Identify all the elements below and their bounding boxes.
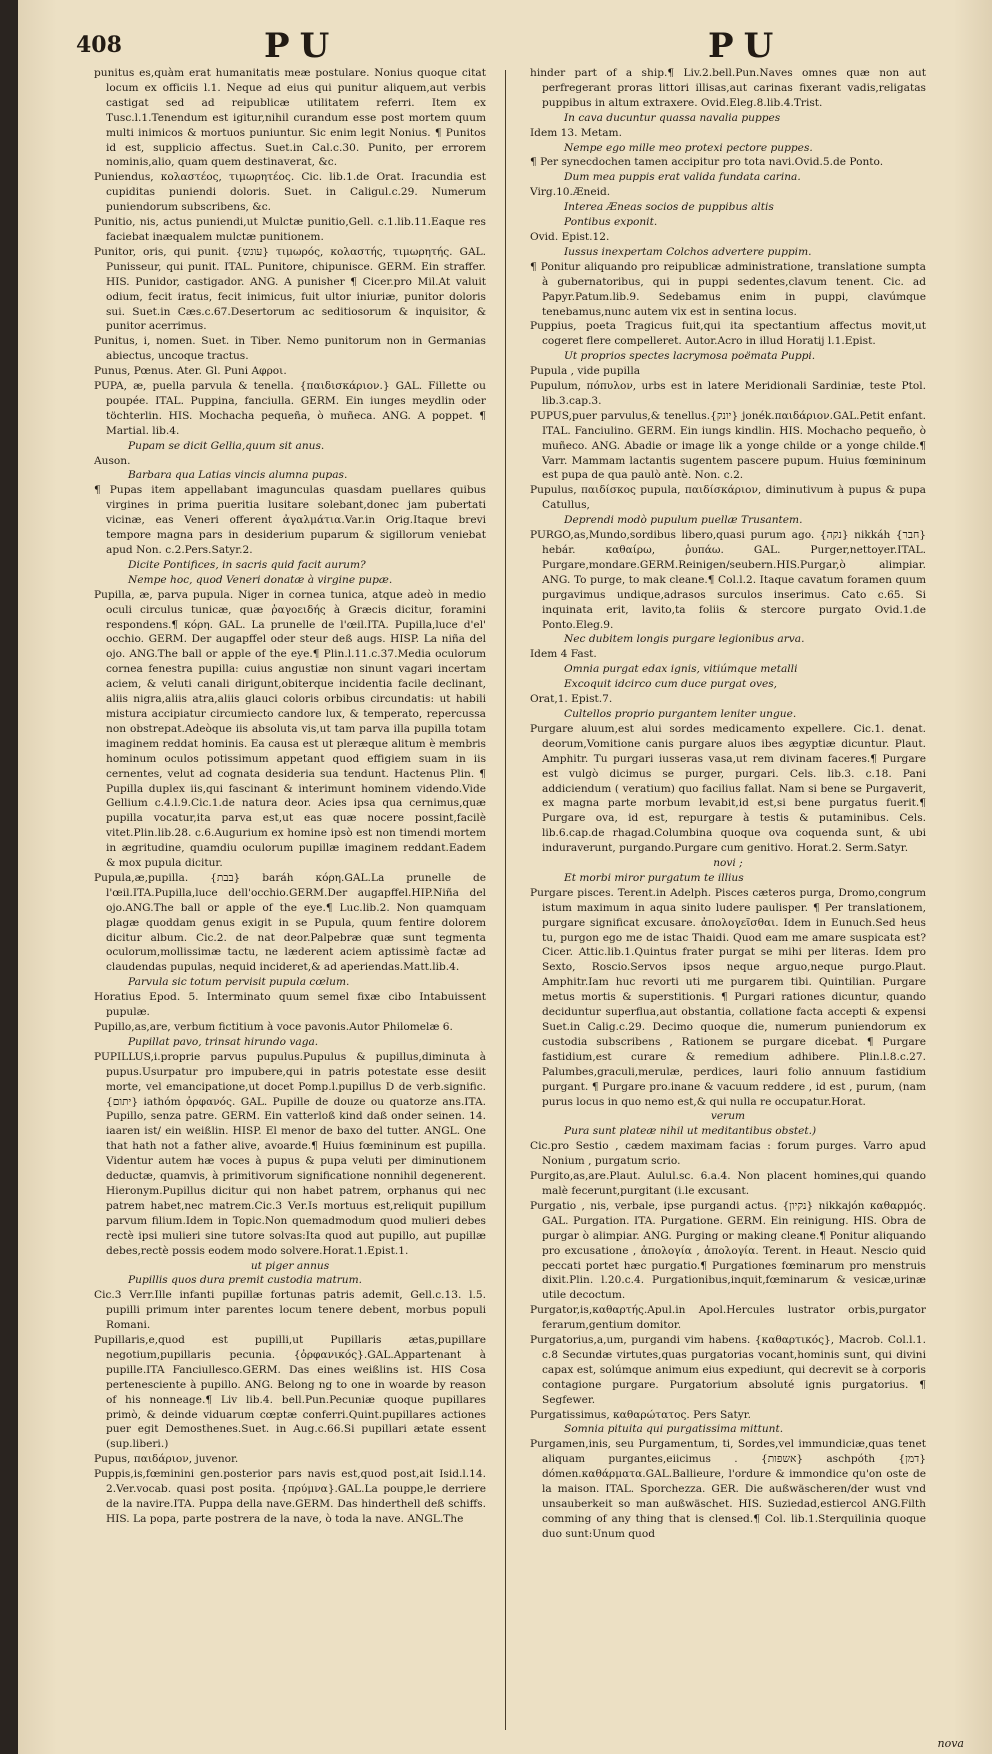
verse-fragment: verum [710, 1110, 746, 1123]
dictionary-entry: Purgito,as,are.Plaut. Aulul.sc. 6.a.4. Non placent homines,qui quando malè fecerunt,purgitant (i.le excusant. [530, 1170, 926, 1197]
verse-quotation: Cultellos proprio purgantem leniter ungue. [564, 707, 797, 720]
dictionary-entry: Cic.pro Sestio , cædem maximam facias : forum purges. Varro apud Nonium , purgatum scrio. [530, 1140, 926, 1168]
verse-quotation: Ut proprios spectes lacrymosa poëmata Puppi. [564, 350, 816, 363]
page-header [18, 18, 992, 64]
catchword: nova [937, 1737, 964, 1750]
dictionary-entry: Punitor, oris, qui punit. {עונש} τιμωρός, κολαστής, τιμωρητής. GAL. Punisseur, qui punit. ITAL. Punitore, chipunisce. GERM. Ein straffer. HIS. Punidor, castigador. ANG. A punisher ¶ Cicer.pro Mil.At valuit odium, fecit iratus, fecit inimicus, fuit ultor iniuriæ, punitor doloris sui. Suet.in Cæs.c.67.Desertorum ac seditiosorum & inquisitor, & punitor acerrimus. [94, 245, 486, 333]
dictionary-entry: Pupulus, παιδίσκος pupula, παιδίσκάριον, diminutivum à pupus & pupa Catullus, [530, 484, 926, 512]
dictionary-entry: Idem 4 Fast. [530, 648, 597, 661]
verse-quotation: Barbara qua Latias vincis alumna pupas. [128, 469, 348, 482]
verse-quotation: Nempe hoc, quod Veneri donatæ à virgine pupæ. [128, 573, 393, 586]
dictionary-entry: Purgatio , nis, verbale, ipse purgandi actus. {נקיון} nikkajón καθαρμός. GAL. Purgation. ITA. Purgatione. GERM. Ein reinigung. HIS. Obra de purgar ò alimpiar. ANG. Purging or making cleane.¶ Ponitur aliquando pro excusatione , ἀπολογία , ἀπολογία. Terent. in Heaut. Nescio quid peccati portet hæc purgatio.¶ Purgationes fœminarum pro menstruis dixit.Plin. l.20.c.4. Purgationibus,inquit,fœminarum & vesicæ,urinæ utile decoctum. [530, 1199, 926, 1302]
dictionary-entry: Pupulum, πόπυλον, urbs est in latere Meridionali Sardiniæ, teste Ptol. lib.3.cap.3. [530, 380, 926, 407]
dictionary-entry: Ovid. Epist.12. [530, 230, 610, 243]
dictionary-entry: PUPILLUS,i.proprie parvus pupulus.Pupulus & pupillus,diminuta à pupus.Usurpatur pro impubere,qui in patris potestate esse desiit morte, vel emancipatione,ut docet Pomp.l.pupillus D de verb.signific. {יתום} iathóm ὀρφανός. GAL. Pupille de douze ou quatorze ans.ITA. Pupillo, senza patre. GERM. Ein vatterloß kind daß onder seinen. 14. iaaren ist/ ein weißlin. HISP. El menor de baxo del tutter. ANGL. One that hath not a father alive, avoarde.¶ Huius fœmininum est pupilla. Videntur autem hæ voces à pupus & pupa veluti per diminutionem deductæ, quamvis, à primitivorum significatione nonnihil degenerent. Hieronym.Pupillus dicitur qui non habet patrem, orphanus qui nec patrem habet,nec matrem.Cic.3 Ver.Is mortuus est,reliquit pupillum parvum filium.Idem in Topic.Non quemadmodum quod mulieri debes rectè ipsi mulieri sine tutore solvas:Ita quod aut pupillo, aut pupillæ debes,rectè possis eodem modo solvere.Horat.1.Epist.1. [94, 1050, 486, 1257]
dictionary-entry: Purgare aluum,est alui sordes medicamento expellere. Cic.1. denat. deorum,Vomitione canis purgare aluos ibes ægyptiæ dicuntur. Plaut. Amphitr. Tu purgari iusseras vasa,ut rem divinam faceres.¶ Purgare est vulgò dicimus se purger, purgari. Cels. lib.3. c.18. Pani addiciendum ( veratium) quo facilius fallat. Nam si bene se Purgaverit, ex magna parte morbum levabit,id est,si bene purgatus fuerit.¶ Purgare ova, id est, repurgare à testis & putaminibus. Cels. lib.6.cap.de rhagad.Columbina quoque ova coquenda sunt, & ubi induraverunt, purgando.Purgare cum genitivo. Horat.2. Serm.Satyr. [530, 722, 926, 855]
dictionary-entry: Virg.10.Æneid. [530, 186, 611, 199]
dictionary-entry: Purgatorius,a,um, purgandi vim habens. {καθαρτικός}, Macrob. Col.l.1. c.8 Secundæ virtutes,quas purgatorias vocant,hominis sunt, qui divini capax est, solúmque animum eius expediunt, qui decrevit se à corporis contagione purgare. Purgatorium absoluté ignis purgatorius. ¶ Segfewer. [530, 1334, 926, 1406]
dictionary-entry: Pupilla, æ, parva pupula. Niger in cornea tunica, atque adeò in medio oculi circulus tunicæ, quæ ῥαγοειδής à Græcis dicitur, foramini respondens.¶ κόρη. GAL. La prunelle de l'œil.ITA. Pupilla,luce d'el' occhio. GERM. Der augapffel oder steur deß augs. HISP. La niña del ojo. ANG.The ball or apple of the eye.¶ Plin.l.11.c.37.Media oculorum cornea fenestra pupilla: cuius angustiæ non sinunt vagari incertam aciem, & veluti canali dirigunt,obiterque incidentia facile declinant, aliis nigra,aliis atra,aliis glauci coloris orbibus circundatis: ut habili mistura accipiatur circumiecto candore lux, & temperato, repercussa non obstrepat.Adeòque iis absoluta vis,ut tam parva illa pupilla totam imaginem reddat hominis. Ea causa est ut pleræque alitum è membris hominum oculos potissimum appetant quod effigiem suam in iis cernentes, velut ad cognata desideria sua tendunt. Hactenus Plin. ¶ Pupilla duplex iis,qui fascinant & interimunt hominem videndo.Vide Gellium c.4.l.9.Cic.1.de natura deor. Acies ipsa qua cernimus,quæ pupilla vocatur,ita parva est,ut eas quæ nocere possint,facilè vitet.Plin.lib.28. c.6.Augurium ex homine ipsò est non timendi mortem in ægritudine, quamdiu oculorum pupillæ imaginem reddant.Eadem & mox pupula dicitur. [94, 588, 486, 870]
verse-quotation: Excoquit idcirco cum duce purgat oves, [564, 678, 778, 691]
dictionary-entry: PUPUS,puer parvulus,& tenellus.{יונק} jonék.παιδάριον.GAL.Petit enfant. ITAL. Fanciulino. GERM. Ein iungs kindlin. HIS. Mochacho pequeño, ò muñeco. ANG. Abadie or image lik a yonge childe or a yonge childe.¶ Varr. Mammam lactantis sugentem pascere pupum. Huius fœmininum est pupa de qua paulò antè. Non. c.2. [530, 409, 926, 482]
dictionary-page [18, 0, 992, 1754]
dictionary-entry: Purgamen,inis, seu Purgamentum, ti, Sordes,vel immundiciæ,quas tenet aliquam purgantes,eiicimus . {אשפות} aschpóth {דמן} dómen.καθάρματα.GAL.Balliеure, l'ordure & immondice qu'on oste de la maison. ITAL. Sporchezza. GER. Die außwäscheren/der wust vnd unsauberkeit so man außwäschet. HIS. Suziedad,estiercol ANG.Filth comming of any thing that is clensed.¶ Col. lib.1.Sterquilinia quoque duo sunt:Unum quod [530, 1438, 926, 1540]
dictionary-entry: ¶ Ponitur aliquando pro reipublicæ administratione, translatione sumpta à gubernatoribus, qui in puppi sedentes,clavum tenent. Cic. ad Papyr.Patum.lib.9. Sedebamus enim in puppi, clavúmque tenebamus,nunc autem vix est in sentina locus. [530, 260, 926, 318]
verse-quotation: Nempe ego mille meo protexi pectore puppes. [564, 141, 813, 154]
dictionary-entry: Purgatissimus, καθαρώτατος. Pers Satyr. [530, 1408, 752, 1421]
dictionary-entry: ¶ Pupas item appellabant imagunculas quasdam puellares quibus virgines in prima pueritia lusitare solebant,donec jam pubertati vicinæ, eas Veneri offerent ἀγαλμάτια.Var.in Orig.Itaque brevi tempore magna pars in desiderium puparum & sigillorum veniebat apud Non. c.2.Pers.Satyr.2. [94, 484, 486, 556]
dictionary-entry: Pupula,æ,pupilla. {בבת} baráh κόρη.GAL.La prunelle de l'œil.ITA.Pupilla,luce dell'occhio.GERM.Der augapffel.HIP.Niña del ojo.ANG.The ball or apple of the eye.¶ Luc.lib.2. Non quamquam plagæ quoddam genus exigit in se Pupula, quum fentire dolorem dicitur album. Cic.2. de nat deor.Palpebræ quæ sunt tegmenta oculorum,mollissimæ tactu, ne læderent aciem aptissimè factæ ad claudendas pupulas, nequid incideret,& ad aperiendas.Matt.lib.4. [94, 871, 486, 974]
verse-quotation: Interea Æneas socios de puppibus altis [564, 201, 774, 214]
dictionary-entry: Purgare pisces. Terent.in Adelph. Pisces cæteros purga, Dromo,congrum istum maximum in aqua sinito ludere paulisper. ¶ Per translationem, purgare significat excusare. ἀπολογεῖσθαι. Idem in Eunuch.Sed heus tu, purgon ego me de istac Thaidi. Quod eam me amare suspicata est?Cicer. Attic.lib.1.Quintus frater purgat se mihi per literas. Idem pro Sexto, Roscio.Servos ipsos neque arguo,neque purgo.Plaut. Amphitr.Iam huc revorti uti me purgarem tibi. Quintilian. Purgare metus mortis & superstitionis. ¶ Purgari rationes dicuntur, quando deciduntur superflua,aut obstantia, collatione facta accepti & expensi Suet.in Calig.c.29. Decimo quoque die, numerum puniendorum ex custodia subscribens , Rationem se purgare dicebat. ¶ Purgare fastidium,est curare & remedium adhibere. Plin.l.8.c.27. Palumbes,graculi,merulæ, perdices, lauri folio annuum fastidium purgant. ¶ Purgare pro.inane & vacuum reddere , id est , purum, (nam purus locus in quo nemo est,& qui nulla re occupatur.Horat. [530, 886, 926, 1108]
dictionary-entry: Punitus, i, nomen. Suet. in Tiber. Nemo punitorum non in Germanias abiectus, uncoque tractus. [94, 335, 486, 363]
dictionary-entry: Puppis,is,fœminini gen.posterior pars navis est,quod post,ait Isid.l.14. 2.Ver.vocab. quasi post posita. {πρύμνα}.GAL.La pouppe,le derriere de la navire.ITA. Puppa della nave.GERM. Das hinderthell deß schiffs. HIS. La popa, parte postrera de la nave, ò toda la nave. ANGL.The [94, 1468, 486, 1525]
verse-quotation: Iussus inexpertam Colchos advertere puppim. [564, 245, 812, 258]
verse-quotation: Pura sunt plateæ nihil ut meditantibus obstet.) [564, 1125, 817, 1138]
verse-quotation: Pontibus exponit. [564, 216, 658, 229]
verse-quotation: Nec dubitem longis purgare legionibus arva. [564, 633, 805, 646]
verse-quotation: Et morbi miror purgatum te illius [564, 871, 744, 884]
dictionary-entry: Punus, Pœnus. Ater. Gl. Puni Αφροι. [94, 365, 287, 378]
dictionary-entry: hinder part of a ship.¶ Liv.2.bell.Pun.Naves omnes quæ non aut perfregerant proras littori illisas,aut carinas fixerant vadis,religatas puppibus in altum extraxere. Ovid.Eleg.8.lib.4.Trist. [530, 67, 926, 109]
running-head-right: PU [708, 26, 784, 66]
dictionary-entry: ¶ Per synecdochen tamen accipitur pro tota navi.Ovid.5.de Ponto. [530, 156, 884, 169]
verse-quotation: Pupam se dicit Gellia,quum sit anus. [128, 439, 325, 452]
verse-quotation: In cava ducuntur quassa navalia puppes [564, 111, 781, 124]
dictionary-entry: PUPA, æ, puella parvula & tenella. {παιδισκάριον.} GAL. Fillette ou poupée. ITAL. Puppina, fanciulla. GERM. Ein iunges meydlin oder töchterlin. HIS. Mochacha pequeña, ò muñeca. ANG. A poppet. ¶ Martial. lib.4. [94, 380, 486, 437]
page-number: 408 [76, 32, 122, 58]
right-column [530, 66, 926, 1746]
dictionary-entry: Idem 13. Metam. [530, 126, 622, 139]
dictionary-entry: PURGO,as,Mundo,sordibus libero,quasi purum ago. {נקה} nikkáh {חבר} hebár. καθαίρω, ῥυπάω. GAL. Purger,nettoyer.ITAL. Purgare,mondare.GERM.Reinigen/seubern.HIS.Purgar,ò alimpiar. ANG. To purge, to mak cleane.¶ Col.l.2. Itaque cavatum foramen quum purgavimus undique,adrasos surculos inserimus. Cato c.65. Si inquinata erit, lavito,ta foliis & stercore purgato Ovid.1.de Ponto.Eleg.9. [530, 529, 926, 631]
verse-fragment: novi ; [713, 857, 743, 870]
dictionary-entry: Orat,1. Epist.7. [530, 693, 613, 706]
left-column [94, 66, 486, 1746]
dictionary-entry: Auson. [94, 454, 131, 467]
dictionary-entry: Punitio, nis, actus puniendi,ut Mulctæ punitio,Gell. c.1.lib.11.Eaque res faciebat inæqualem mulctæ punitionem. [94, 216, 486, 243]
running-head-left: PU [264, 26, 340, 66]
dictionary-entry: Cic.3 Verr.Ille infanti pupillæ fortunas patris ademit, Gell.c.13. l.5. pupilli primum inter parentes locum tenere debent, morbus populi Romani. [94, 1289, 486, 1332]
dictionary-entry: Pupillaris,e,quod est pupilli,ut Pupillaris ætas,pupillare negotium,pupillaris pecunia. {ὀρφανικός}.GAL.Appartenant à pupille.ITA Fanciullesco.GERM. Das eines weißlins ist. HIS Cosa pertenesciente à pupillo. ANG. Belong ng to one in woarde by reason of his nonneage.¶ Liv lib.4. bell.Pun.Pecuniæ quoque pupillares primò, & deinde viduarum cœptæ conferri.Quint.pupillares actiones puer egit Demosthenes.Suet. in Aug.c.66.Si pupillari ætate essent (sup.liberi.) [94, 1334, 486, 1451]
dictionary-entry: punitus es,quàm erat humanitatis meæ postulare. Nonius quoque citat locum ex officiis l.1. Neque ad eius qui punitur aliquem,aut verbis castigat sed ad reipublicæ utilitatem referri. Item ex Tusc.l.1.Tenendum est igitur,nihil curandum esse post mortem quum multi inimicos & mortuos puniuntur. Sic enim legit Nonius. ¶ Punitos id est, supplicio affectus. Suet.in Cal.c.30. Punito, per errorem nominis,alio, quam quem destinaverat, &c. [94, 67, 486, 169]
dictionary-entry: Pupula , vide pupilla [530, 365, 641, 378]
dictionary-entry: Puppius, poeta Tragicus fuit,qui ita spectantium affectus movit,ut cogeret flere compelleret. Autor.Acro in illud Horatij l.1.Epist. [530, 320, 926, 348]
verse-quotation: Dicite Pontifices, in sacris quid facit aurum? [128, 558, 366, 571]
verse-fragment: ut piger annus [250, 1259, 330, 1272]
verse-quotation: Dum mea puppis erat valida fundata carina. [564, 171, 801, 184]
verse-quotation: Deprendi modò pupulum puellæ Trusantem. [564, 514, 803, 527]
dictionary-entry: Pupus, παιδάριον, juvenor. [94, 1453, 239, 1466]
verse-quotation: Pupillat pavo, trinsat hirundo vaga. [128, 1035, 319, 1048]
column-divider [505, 70, 506, 1730]
dictionary-entry: Purgator,is,καθαρτής.Apul.in Apol.Hercules lustrator orbis,purgator ferarum,gentium domitor. [530, 1304, 926, 1332]
verse-quotation: Omnia purgat edax ignis, vitiúmque metalli [564, 663, 798, 676]
dictionary-entry: Pupillo,as,are, verbum fictitium à voce pavonis.Autor Philomelæ 6. [94, 1021, 453, 1033]
verse-quotation: Parvula sic totum pervisit pupula cœlum. [128, 976, 350, 989]
dictionary-entry: Puniendus, κολαστέος, τιμωρητέος. Cic. lib.1.de Orat. Iracundia est cupiditas puniendi doloris. Suet. in Caligul.c.29. Numerum puniendorum subscribens, &c. [94, 171, 486, 214]
verse-quotation: Pupillis quos dura premit custodia matrum. [128, 1274, 362, 1287]
dictionary-entry: Horatius Epod. 5. Interminato quum semel fixæ cibo Intabuissent pupulæ. [94, 991, 486, 1019]
verse-quotation: Somnia pituita qui purgatissima mittunt. [564, 1423, 784, 1436]
